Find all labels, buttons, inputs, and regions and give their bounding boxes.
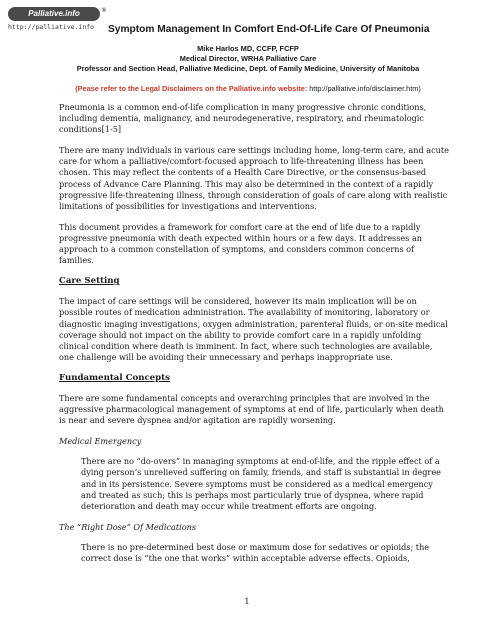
paragraph-framework: This document provides a framework for comfort care at the end of life due to a rapidly progressive pneumonia with death expected within hours or a few days. It addresses an approach to a common constellation of symptoms, and considers common concerns of families.: [59, 221, 423, 266]
palliative-info-logo: [8, 7, 106, 31]
document-title: Symptom Management In Comfort End-Of-Life Care Of Pneumonia: [108, 24, 430, 35]
subheading-right-dose: The “Right Dose” Of Medications: [59, 521, 197, 532]
disclaimer-note: [10, 84, 486, 93]
paragraph-fundamental-concepts: There are some fundamental concepts and overarching principles that are involved in the aggressive pharmacological management of symptoms at end of life, particularly when death is near and severe dyspnea and/or agitation are rapidly worsening.: [59, 392, 444, 426]
paragraph-care-setting: The impact of care settings will be considered, however its main implication will be on possible routes of medication administration. The availability of monitoring, laboratory or diagnostic imaging investigations, oxygen administration, parenteral fluids, or on-site medical coverage should not impact on the ability to provide comfort care in a rapidly unfolding clinical condition where death is imminent. In fact, where such technologies are available, one challenge will be avoiding their unnecessary and perhaps inappropriate use.: [59, 296, 448, 362]
paragraph-medical-emergency: There are no “do-overs” in managing symptoms at end-of-life, and the ripple effect of a dying person’s unrelieved suffering on family, friends, and staff is substantial in degree and in its persistence. Severe symptoms must be considered as a medical emergency and treated as such; this is perhaps most particularly true of dyspnea, where rapid deterioration and death may occur while treatment efforts are ongoing.: [81, 456, 441, 511]
disclaimer-link[interactable]: http://palliative.info/disclaimer.htm): [309, 84, 421, 93]
subheading-medical-emergency: Medical Emergency: [59, 436, 142, 447]
paragraph-right-dose: There is no pre-determined best dose or maximum dose for sedatives or opioids; the correct dose is “the one that works” within acceptable adverse effects. Opioids,: [81, 541, 430, 563]
heading-care-setting: Care Setting: [59, 276, 120, 287]
author-position: Medical Director, WRHA Palliative Care: [179, 54, 317, 63]
page-number: 1: [244, 597, 250, 607]
document-body: [59, 102, 449, 564]
author-affiliation: Professor and Section Head, Palliative Medicine, Dept. of Family Medicine, University of Manitoba: [76, 64, 420, 73]
heading-fundamental-concepts: Fundamental Concepts: [59, 372, 170, 383]
paragraph-intro: Pneumonia is a common end-of-life complication in many progressive chronic conditions, including dementia, malignancy, and neurodegenerative, respiratory, and rheumatologic conditions[1-5]: [59, 102, 427, 135]
logo-text: Palliative.info: [28, 9, 80, 18]
author-block: [10, 44, 486, 74]
registered-mark: ®: [101, 8, 106, 14]
author-name: Mike Harlos MD, CCFP, FCFP: [197, 44, 299, 53]
logo-url: http://palliative.info: [8, 23, 95, 31]
paragraph-settings: There are many individuals in various care settings including home, long-term care, and acute care for whom a palliative/comfort-focused approach to life-threatening illness has been chosen. This may reflect the contents of a Health Care Directive, or the consensus-based process of Advance Care Planning. This may also be determined in the context of a rapidly progressive life-threatening illness, through consideration of goals of care along with realistic limitations of possibilities for investigations and interventions.: [59, 145, 449, 211]
disclaimer-text: (Pease refer to the Legal Disclaimers on the Palliative.info website:: [75, 84, 308, 93]
logo-badge: [8, 7, 106, 21]
